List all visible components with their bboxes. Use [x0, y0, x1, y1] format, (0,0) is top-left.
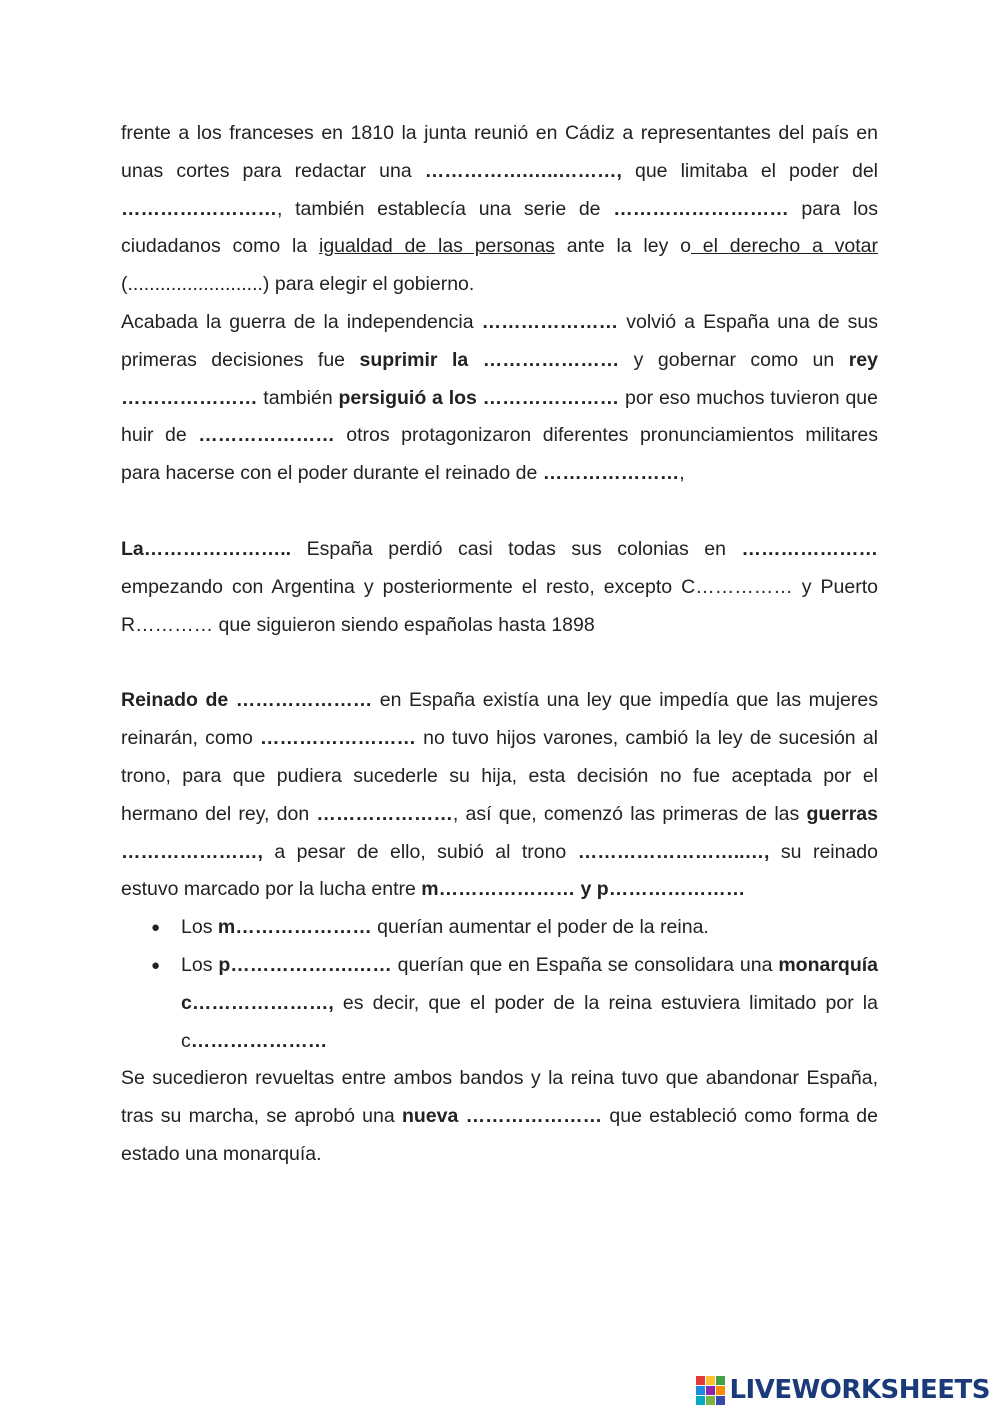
- blank-independencia-colonias[interactable]: La…………………..: [121, 537, 292, 560]
- blank-fecha-colonias[interactable]: …………………: [741, 537, 878, 560]
- paragraph-fernando-vii: Acabada la guerra de la independencia ………………… volvió a España una de sus primeras decisiones fue suprimir la ………………… y gobernar como un rey ………………… también persiguió a los ………………… por eso muchos tuvieron que huir de ………………… otros protagonizaron diferentes pronunciamientos militares para hacerse con el poder durante el reinado de …………………,: [121, 310, 878, 485]
- paragraph-cortes-cadiz: frente a los franceses en 1810 la junta reunió en Cádiz a representantes del país en unas cortes para redactar una …………….…..………, que limitaba el poder del ……………………, también establecía una serie de ……………………… para los ciudadanos como la igualdad de las personas ante la ley o el derecho a votar (.........................) para elegir el gobierno.: [121, 122, 879, 296]
- blank-guerras[interactable]: guerras …………………,: [121, 802, 878, 863]
- blank-derechos[interactable]: ………………………: [613, 197, 789, 220]
- blank-rey-vuelve[interactable]: …………………: [481, 310, 619, 333]
- blank-hermano[interactable]: …………………: [316, 802, 453, 825]
- paragraph-isabel-ii: Reinado de ………………… en España existía una ley que impedía que las mujeres reinarán, como …………………… no tuvo hijos varones, cambió la ley de sucesión al trono, para que pudiera sucederle su hija, esta decisión no fue aceptada por el hermano del rey, don …………………, así que, comenzó las primeras de las guerras …………………, a pesar de ello, subió al trono ……………………..…, su reinado estuvo marcado por la lucha entre m………………… y p…………………: [121, 689, 878, 901]
- blank-constitucion[interactable]: …………….…..………,: [424, 159, 622, 182]
- underlined-igualdad: igualdad de las personas: [318, 235, 555, 258]
- blank-subio-trono[interactable]: ……………………..…,: [577, 840, 770, 863]
- blank-huir[interactable]: …………………: [198, 424, 335, 447]
- blank-bandos[interactable]: m………………… y p…………………: [421, 878, 746, 901]
- blank-monarquia[interactable]: monarquía c…………………,: [181, 953, 879, 1014]
- liveworksheets-logo: [696, 1375, 990, 1405]
- blank-reinado-de[interactable]: Reinado de …………………: [121, 689, 373, 712]
- blank-progresistas[interactable]: p……………….……: [218, 953, 392, 976]
- underlined-derecho-votar: el derecho a votar: [691, 235, 878, 258]
- blank-nueva[interactable]: nueva …………………: [401, 1105, 603, 1128]
- blank-limitado-por[interactable]: …………………: [190, 1029, 328, 1052]
- blank-persiguio[interactable]: persiguió a los …………………: [338, 386, 620, 409]
- worksheet-body: [121, 115, 878, 1174]
- liveworksheets-logo-icon: [696, 1376, 725, 1405]
- list-item: ● Los p……………….…… querían que en España se consolidara una monarquía c…………………, es decir, que el poder de la reina estuviera limitado por la c…………………: [121, 947, 878, 1060]
- blank-reinado[interactable]: …………………: [542, 462, 680, 485]
- paragraph-revueltas: Se sucedieron revueltas entre ambos bandos y la reina tuvo que abandonar España, tras su marcha, se aprobó una nueva ………………… que estableció como forma de estado una monarquía.: [121, 1067, 878, 1165]
- blank-suprimir[interactable]: suprimir la …………………: [359, 348, 620, 371]
- blank-moderados[interactable]: m…………………: [217, 916, 372, 939]
- bullet-list: [121, 909, 878, 1060]
- blank-poder-del[interactable]: ……………………: [121, 197, 277, 220]
- logo-text: LIVEWORKSHEETS: [729, 1375, 990, 1405]
- list-item: ● Los m………………… querían aumentar el poder de la reina.: [121, 909, 878, 947]
- paragraph-colonias: La………………….. España perdió casi todas sus colonias en ………………… empezando con Argentina y posteriormente el resto, excepto C…………… y Puerto R………… que siguieron siendo españolas hasta 1898: [121, 537, 878, 636]
- blank-rey-tipo[interactable]: rey …………………: [121, 348, 878, 409]
- blank-rey-sin-varones[interactable]: ……………………: [260, 727, 416, 750]
